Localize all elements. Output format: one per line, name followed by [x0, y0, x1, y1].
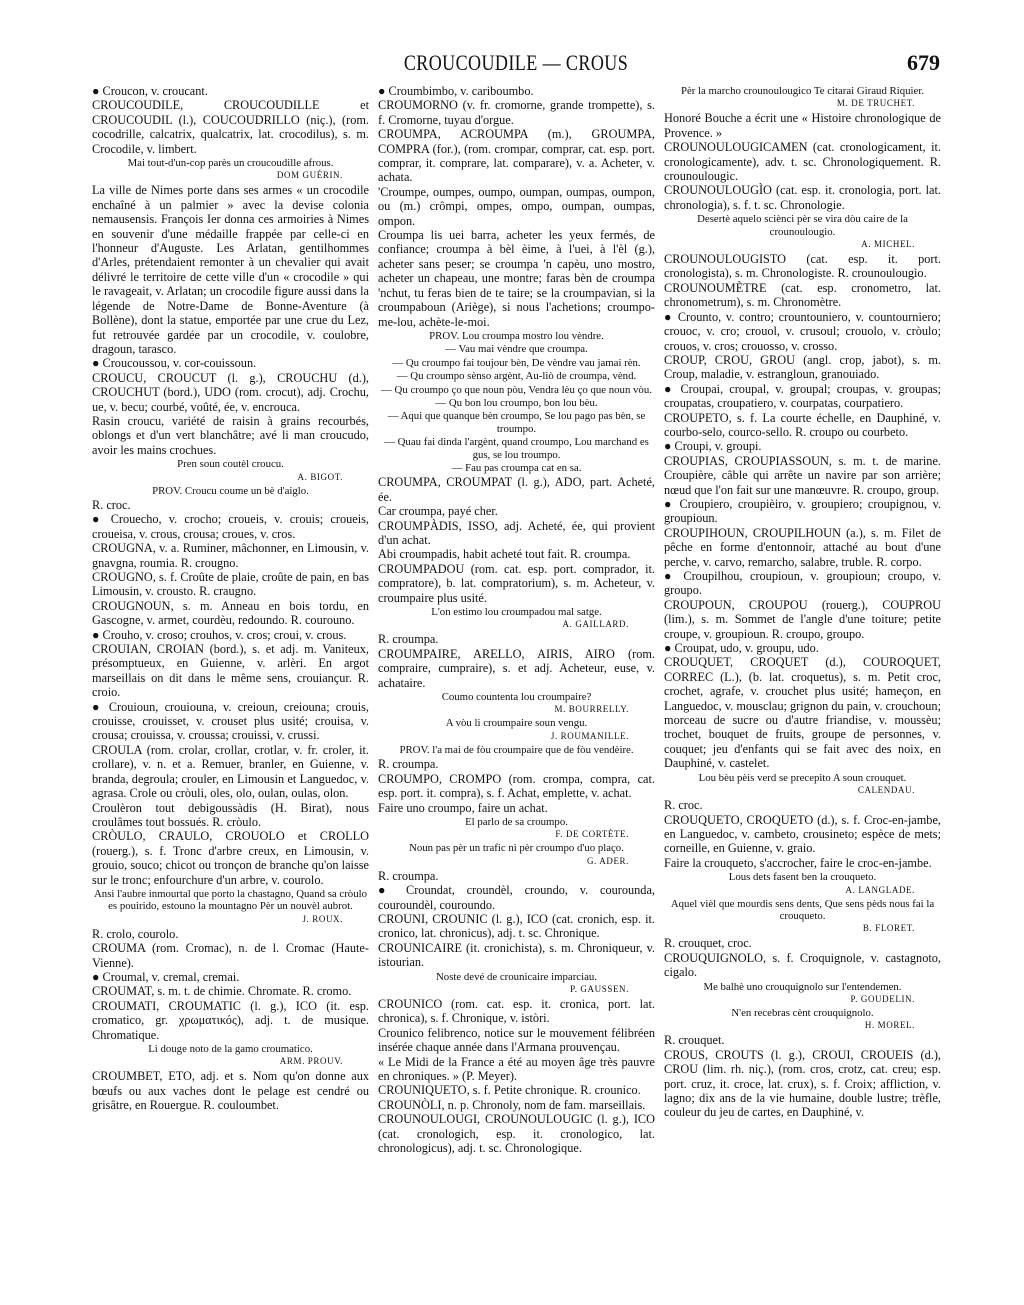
quotation: — Qu bon lou croumpo, bon lou bèu. [435, 396, 598, 409]
dictionary-entry: CROUMPAIRE, ARELLO, AIRIS, AIRO (rom. compraire, cumpraire), s. et adj. Acheteur, euse, v. achataire. [378, 646, 655, 690]
quotation: L'on estimo lou croumpadou mal satge. [431, 606, 602, 619]
dictionary-entry: CROUMPA, CROUMPAT (l. g.), ADO, part. Acheté, ée. [378, 475, 655, 504]
quotation: Mai tout-d'un-cop parès un croucoudille afrous. [127, 157, 334, 170]
dictionary-entry: Croulèron tout debigoussàdis (H. Birat), nous croulâmes tout bossués. R. cròulo. [92, 800, 369, 829]
quotation: — Qu croumpo sènso argènt, Au-liò de croumpa, vènd. [396, 370, 637, 383]
dictionary-entry: R. croc. [664, 798, 703, 813]
dictionary-entry: ● Crouioun, crouiouna, v. creioun, creiouna; crouis, crouisse, crouisset, v. crouset plus usité; crouisa, v. crousa; crouissa, v. croussa; crouissi, v. crussi. [92, 699, 369, 743]
dictionary-entry: CROUNOULOUGISTO (cat. esp. it. port. cronologista), s. m. Chronologiste. R. crounoulougìo. [664, 252, 941, 281]
dictionary-entry: ● Croumal, v. cremal, cremai. [92, 969, 240, 984]
quotation-attribution: A. LANGLADE. [845, 884, 915, 895]
dictionary-entry: CROUMAT, s. m. t. de chimie. Chromate. R. cromo. [92, 984, 352, 999]
quotation: Me balhè uno crouquignolo sur l'entendemen. [703, 980, 902, 993]
quotation-attribution: H. MOREL. [864, 1020, 915, 1031]
dictionary-entry: ● Crouecho, v. crocho; croueis, v. crouis; croueis, croueisa, v. crous, crousa; croues, v. cros. [92, 512, 369, 541]
quotation-attribution: G. ADER. [586, 855, 629, 866]
dictionary-entry: R. crolo, courolo. [92, 926, 179, 941]
quotation: — Vau mai vèndre que croumpa. [445, 343, 588, 356]
dictionary-entry: CROUNOULOUGÌO (cat. esp. it. cronologia, port. lat. chronologia), s. f. t. sc. Chronologie. [664, 183, 941, 212]
dictionary-entry: ● Croundat, croundèl, croundo, v. courounda, couroundèl, couroundo. [378, 883, 655, 912]
dictionary-entry: CROUS, CROUTS (l. g.), CROUI, CROUEIS (d.), CROU (lim. rh. niç.), (rom. cros, crotz, cat. creu; esp. port. cruz, it. croce, lat. crux), s. f. Croix; affliction, v. lagno; dix ans de la vie humaine, double lustre; trèfle, couleur du jeu de cartes, en Dauphiné, v. [664, 1047, 941, 1120]
dictionary-entry: CROUNICO (rom. cat. esp. it. cronica, port. lat. chronica), s. f. Chronique, v. istòri. [378, 996, 655, 1026]
dictionary-entry: CROUCOUDILE, CROUCOUDILLE et CROUCOUDIL (l.), COUCOUDRILLO (niç.), (rom. cocodrille, calcatrix, qualcatrix, lat. crocodilus), s. m. Crocodile, v. limbert. [92, 98, 369, 156]
quotation: Li douge noto de la gamo croumatico. [148, 1043, 313, 1055]
dictionary-entry: ● Croupat, udo, v. groupu, udo. [664, 641, 819, 656]
dictionary-entry: CROUQUIGNOLO, s. f. Croquignole, v. castagnoto, cigalo. [664, 950, 941, 980]
dictionary-entry: Crounico felibrenco, notice sur le mouvement félibréen insérée chaque année dans l'Armana prouvençau. [378, 1025, 655, 1055]
dictionary-entry: 'Croumpe, oumpes, oumpo, oumpan, oumpas, oumpon, ou (m.) crômpi, ompes, ompo, oumpan, oumpas, ompon. [378, 184, 655, 228]
column-left [92, 84, 369, 1284]
dictionary-entry: CROUMPO, CROMPO (rom. crompa, compra, cat. esp. port. it. compra), s. f. Achat, emplette, v. achat. [378, 771, 655, 801]
dictionary-entry: Car croumpa, payé cher. [378, 504, 498, 519]
quotation-attribution: ARM. PROUV. [279, 1056, 343, 1067]
quotation: Noun pas pèr un trafic ni pèr croumpo d'uo plaço. [409, 842, 624, 855]
dictionary-entry: CROUGNO, s. f. Croûte de plaie, croûte de pain, en bas Limousin, v. crousto. R. craugno. [92, 570, 369, 599]
dictionary-entry: CRÒULO, CRAULO, CROUOLO et CROLLO (rouerg.), s. f. Tronc d'arbre creux, en Limousin, v. grouio, souco; chicot ou tronçon de branche qu'on laisse sur le tronc; enfourchure d'un arbre, v. courolo. [92, 829, 369, 887]
dictionary-entry: ● Croupiero, croupièiro, v. groupiero; croupignou, v. groupioun. [664, 496, 941, 526]
dictionary-entry: R. croc. [92, 497, 131, 512]
page-header [92, 50, 940, 86]
running-title: CROUCOUDILE — CROUS [403, 50, 629, 75]
dictionary-entry: CROUGNOUN, s. m. Anneau en bois tordu, en Gascogne, v. armet, courdèu, redoundo. R. courouno. [92, 598, 369, 628]
dictionary-entry: CROUMORNO (v. fr. cromorne, grande trompette), s. f. Cromorne, tuyau d'orgue. [378, 98, 655, 127]
quotation: Lous dets fasent ben la crouqueto. [728, 871, 877, 884]
dictionary-entry: CROUNÒLI, n. p. Chronoly, nom de fam. marseillais. [378, 1097, 646, 1112]
dictionary-entry: CROUNOULOUGICAMEN (cat. cronologicament, it. cronologicamente), adv. t. sc. Chronologiquement. R. crounoulougic. [664, 140, 941, 184]
dictionary-entry: La ville de Nimes porte dans ses armes « un crocodile enchaîné à un palmier » avec la devise colonia nemausensis. François Ier donna ces armoiries à Nimes en souvenir d'une médaille frappée par celle-ci en l'honneur d'Auguste. Les Arlatan, gentilhommes d'Arles, prétendaient remonter à un chevalier qui avait délivré le territoire de cette ville d'un « crocodile » qui le ravageait, v. Arlatan; un crocodile figure aussi dans la légende de Notre-Dame de Bonne-Aventure (à Bollène), dont la statue, emportée par une crue du Lez, fut retrouvée gardée par un crocodile, v. coulobre, dragoun, tarasco. [92, 183, 369, 356]
quotation-attribution: A. MICHEL. [861, 239, 915, 250]
dictionary-entry: R. croumpa. [378, 868, 439, 883]
dictionary-entry: CROUIAN, CROIAN (bord.), s. et adj. m. Vaniteux, présomptueux, en Guienne, v. arlèri. En argot marseillais on dit dans le même sens, crouiançur. R. croio. [92, 642, 369, 700]
dictionary-entry: Croumpa lis uei barra, acheter les yeux fermés, de confiance; croumpa à bèl èime, à l'uei, à l'èl (g.), acheter sans peser; se croumpa 'n capèu, uno mostro, acheter un chapeau, une montre; faras bèn de croumpa 'nchut, tu feras bien de te taire; se la croumpavian, si la croumpaboun (Ariège), si nous l'achetions; croumpo-me-lou, achète-le-moi. [378, 228, 655, 329]
dictionary-entry: ● Croupi, v. groupi. [664, 439, 762, 454]
dictionary-entry: CROUPIAS, CROUPIASSOUN, s. m. t. de marine. Croupière, câble qui arrête un navire par son arrière; nœud que l'on fait sur une manœuvre. R. croupo, group. [664, 453, 941, 497]
dictionary-entry: Faire uno croumpo, faire un achat. [378, 800, 548, 815]
dictionary-entry: R. croumpa. [378, 632, 439, 647]
dictionary-entry: ● Croumbimbo, v. cariboumbo. [378, 84, 534, 98]
dictionary-entry: « Le Midi de la France a été au moyen âge très pauvre en chroniques. » (P. Meyer). [378, 1054, 655, 1083]
dictionary-entry: CROUMATI, CROUMATIC (l. g.), ICO (it. esp. cromatico, gr. χρωματικός), adj. t. de musique. Chromatique. [92, 998, 369, 1042]
quotation: Ansi l'aubre inmourtal que porto la chastagno, Quand sa cròulo es pouirido, estouno la mountagno Pèr un nouvèl aubrot. [94, 887, 367, 913]
quotation: N'en recebras cènt crouquignolo. [731, 1006, 874, 1019]
dictionary-entry: Rasin croucu, variété de raisin à grains recourbés, oblongs et d'un vert blanchâtre; avé li man croucudo, avoir les mains crochues. [92, 413, 369, 457]
dictionary-entry: CROUP, CROU, GROU (angl. crop, jabot), s. m. Croup, maladie, v. estrangloun, granouiado. [664, 352, 941, 382]
quotation: Coumo countenta lou croumpaire? [441, 691, 592, 704]
dictionary-entry: Honoré Bouche a écrit une « Histoire chronologique de Provence. » [664, 111, 941, 140]
quotation: Pren soun coutèl croucu. [177, 458, 284, 471]
dictionary-entry: CROUMPA, ACROUMPA (m.), GROUMPA, COMPRA (for.), (rom. crompar, comprar, cat. esp. port. comprar, it. comprare, lat. comparare), v. a. Acheter, v. achata. [378, 127, 655, 185]
quotation-attribution: A. GAILLARD. [562, 619, 629, 630]
dictionary-entry: ● Crounto, v. contro; crountouniero, v. countourniero; crouoc, v. cro; crouol, v. crusoul; crouolo, v. cròulo; crouos, v. cros; crouosso, v. crosso. [664, 309, 941, 353]
column-middle [378, 84, 655, 1284]
quotation: — Qu croumpo ço que noun pòu, Vendra lèu ço que noun vòu. [381, 383, 652, 396]
quotation: El parlo de sa croumpo. [465, 815, 568, 828]
dictionary-entry: CROUMPÀDIS, ISSO, adj. Acheté, ée, qui provient d'un achat. [378, 518, 655, 547]
dictionary-entry: CROUCU, CROUCUT (l. g.), CROUCHU (d.), CROUCHUT (bord.), UDO (rom. crocut), adj. Crochu, ue, v. becu; courbé, voûté, ée, v. encrouca. [92, 370, 369, 414]
dictionary-entry: ● Croucoussou, v. cor-couissoun. [92, 356, 257, 371]
quotation-attribution: J. ROUMANILLE. [550, 730, 629, 741]
quotation: Pèr la marcho crounoulougico Te citarai Giraud Riquier. [680, 85, 925, 97]
quotation: A vòu li croumpaire soun vengu. [445, 717, 588, 730]
quotation-attribution: P. GAUSSEN. [570, 983, 629, 994]
quotation: — Fau pas croumpa cat en sa. [451, 461, 582, 474]
dictionary-entry: CROUPETO, s. f. La courte échelle, en Dauphiné, v. courbo-selo, courco-sello. R. croupo ou courbeto. [664, 410, 941, 439]
quotation: — Qu croumpo fai toujour bèn, De vèndre vau jamai rèn. [392, 356, 641, 369]
dictionary-entry: R. crouquet, croc. [664, 936, 752, 951]
quotation-attribution: M. BOURRELLY. [554, 704, 629, 715]
dictionary-entry: CROUGNA, v. a. Ruminer, mâchonner, en Limousin, v. gnavgna, roumia. R. crougno. [92, 541, 369, 570]
quotation-attribution: B. FLORET. [862, 923, 915, 934]
quotation: PROV. l'a mai de fòu croumpaire que de fòu vendèire. [399, 743, 634, 756]
quotation-attribution: CALENDAU. [857, 785, 915, 796]
quotation: — Aqui que quanque bèn croumpo, Se lou pago pas bèn, se troumpo. [387, 410, 646, 435]
dictionary-entry: CROUNOULOUGI, CROUNOULOUGIC (l. g.), ICO (cat. cronologich, esp. it. cronologico, lat. chronologicus), adj. t. sc. Chronologique. [378, 1112, 655, 1156]
quotation: — Quau fai dinda l'argènt, quand croumpo, Lou marchand es gus, se lou troumpo. [384, 436, 649, 461]
quotation-attribution: DOM GUÉRIN. [276, 170, 343, 181]
dictionary-entry: CROUMBET, ETO, adj. et s. Nom qu'on donne aux bœufs ou aux vaches dont le pelage est cendré ou grisâtre, en Rouergue. R. couloumbet. [92, 1069, 369, 1113]
quotation-attribution: J. ROUX. [302, 913, 343, 924]
dictionary-entry: ● Croupilhou, croupioun, v. groupioun; croupo, v. groupo. [664, 569, 941, 598]
dictionary-entry: CROUQUETO, CROQUETO (d.), s. f. Croc-en-jambe, en Languedoc, v. cambeto, crousineto; espèce de mets; corneille, en Guienne, v. graio. [664, 812, 941, 856]
quotation-attribution: M. DE TRUCHET. [836, 98, 915, 109]
dictionary-entry: R. croumpa. [378, 757, 439, 772]
quotation: Lou bèu pèis verd se precepito A soun crouquet. [698, 771, 907, 784]
dictionary-entry: ● Crouho, v. croso; crouhos, v. cros; croui, v. crous. [92, 627, 347, 642]
quotation: PROV. Croucu coume un bè d'aiglo. [152, 484, 309, 497]
dictionary-entry: CROUPOUN, CROUPOU (rouerg.), COUPROU (lim.), s. m. Sommet de l'angle d'une toiture; petite croupe, v. groupioun. R. croupo, groupo. [664, 597, 941, 641]
dictionary-entry: Faire la crouqueto, s'accrocher, faire le croc-en-jambe. [664, 855, 932, 870]
quotation: Noste devé de crounicaire imparciau. [436, 970, 597, 983]
dictionary-entry: CROULA (rom. crolar, crollar, crotlar, v. fr. croler, it. crollare), v. n. et a. Remuer, branler, en Guienne, v. branda, degroula; crouler, en Limousin et Languedoc, v. agrasa. Crole ou cròuli, oles, olo, oulan, oulas, olon. [92, 742, 369, 801]
dictionary-entry: CROUNIQUETO, s. f. Petite chronique. R. crounico. [378, 1083, 641, 1098]
dictionary-entry: CROUNI, CROUNIC (l. g.), ICO (cat. cronich, esp. it. cronico, lat. chronicus), adj. t. sc. Chronique. [378, 911, 655, 941]
dictionary-entry: CROUNICAIRE (it. cronichista), s. m. Chroniqueur, v. istourian. [378, 940, 655, 970]
dictionary-entry: CROUNOUMÈTRE (cat. esp. cronometro, lat. chronometrum), s. m. Chronomètre. [664, 280, 941, 310]
quotation: Aquel vièl que mourdis sens dents, Que sens pèds nous fai la crouqueto. [670, 897, 935, 922]
dictionary-entry: ● Croupai, croupal, v. groupal; croupas, v. groupas; croupatas, croupatiero, v. courpatas, courpatiero. [664, 381, 941, 411]
dictionary-entry: CROUMPADOU (rom. cat. esp. port. comprador, it. compratore), b. lat. compratorium), s. m. Acheteur, v. croumpaire plus usité. [378, 561, 655, 605]
dictionary-entry: R. crouquet. [664, 1033, 725, 1048]
quotation-attribution: P. GOUDELIN. [850, 993, 915, 1004]
dictionary-entry: CROUQUET, CROQUET (d.), COUROQUET, CORREC (L.), (b. lat. croquetus), s. m. Petit croc, crochet, agrafe, v. crouchet plus usité; hameçon, en Languedoc, v. mousclau; grignon du pain, v. crouchoun; morceau de sucre ou d'autre friandise, v. moussèu; trochet, bouquet de fruits, groupe de personnes, v. couquet; jeu d'enfants qui se fait avec des noix, en Dauphiné, v. castelet. [664, 655, 941, 771]
quotation: Desertè aquelo sciènci pèr se vira dòu caire de la crounoulougìo. [697, 213, 908, 238]
dictionary-entry: CROUPIHOUN, CROUPILHOUN (a.), s. m. Filet de pêche en forme d'entonnoir, attaché au bout d'une perche, v. carvo, remarcho, salabre, truble. R. corpo. [664, 525, 941, 569]
column-right [664, 84, 941, 1284]
quotation-attribution: F. DE CORTÈTE. [555, 829, 629, 840]
quotation-attribution: A. BIGOT. [297, 471, 343, 482]
dictionary-entry: Abi croumpadis, habit acheté tout fait. R. croumpa. [378, 547, 631, 562]
quotation: PROV. Lou croumpa mostro lou vèndre. [429, 329, 604, 342]
page-number: 679 [907, 50, 940, 75]
dictionary-entry: ● Croucon, v. croucant. [92, 84, 208, 98]
dictionary-entry: CROUMA (rom. Cromac), n. de l. Cromac (Haute-Vienne). [92, 941, 369, 970]
